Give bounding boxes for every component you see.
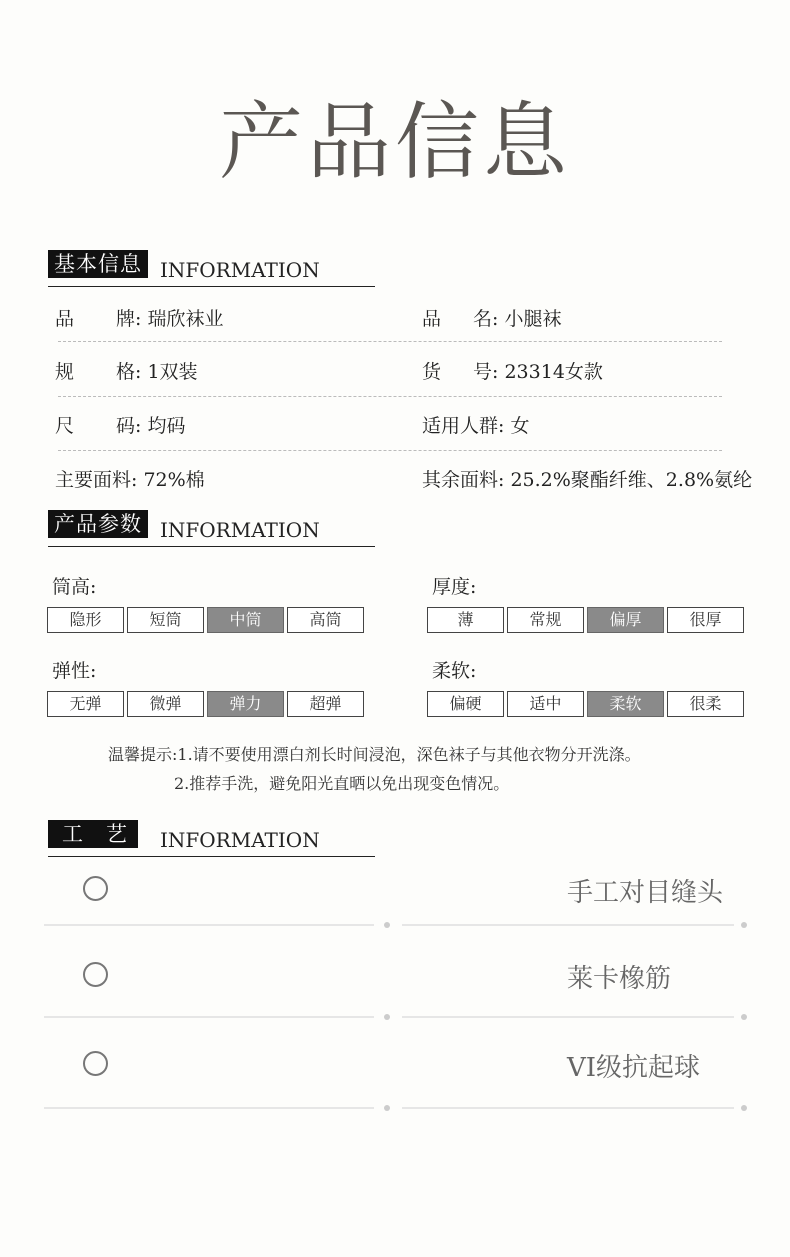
divider-dot-icon <box>384 1105 390 1111</box>
craft-divider <box>402 1016 734 1018</box>
craft-divider <box>44 1107 374 1109</box>
spec-value: 1双装 <box>147 361 198 383</box>
size-value: 均码 <box>147 415 186 437</box>
craft-divider <box>44 924 374 926</box>
circle-bullet-icon <box>83 876 108 901</box>
craft-item-3: VI级抗起球 <box>567 1053 701 1083</box>
params-header <box>48 510 375 547</box>
page-title: 产品信息 <box>218 93 571 191</box>
params-en: INFORMATION <box>160 518 320 542</box>
param-option: 很厚 <box>667 607 744 633</box>
size-field <box>55 411 185 438</box>
item-value: 23314女款 <box>504 361 603 383</box>
craft-en: INFORMATION <box>160 828 320 852</box>
spec-key: 规 <box>55 361 75 383</box>
param-option: 高筒 <box>287 607 364 633</box>
spec-field <box>55 357 198 384</box>
basic-info-tag: 基本信息 <box>48 250 148 278</box>
name-key-2: 名: <box>473 308 499 330</box>
param-option: 中筒 <box>207 607 284 633</box>
basic-info-header <box>48 250 375 287</box>
param-option: 隐形 <box>47 607 124 633</box>
basic-info-en: INFORMATION <box>160 258 320 282</box>
spec-key-2: 格: <box>116 361 142 383</box>
item-key-2: 号: <box>473 361 499 383</box>
param-label-height: 筒高: <box>52 576 97 598</box>
param-option: 柔软 <box>587 691 664 717</box>
param-option: 超弹 <box>287 691 364 717</box>
size-key: 尺 <box>55 415 75 437</box>
divider-dot-icon <box>741 1014 747 1020</box>
craft-divider <box>402 924 734 926</box>
crowd-field <box>422 411 529 438</box>
brand-key-2: 牌: <box>116 308 142 330</box>
crowd-value: 女 <box>510 415 530 437</box>
craft-item-2: 莱卡橡筋 <box>567 964 672 994</box>
param-option: 弹力 <box>207 691 284 717</box>
param-option: 适中 <box>507 691 584 717</box>
param-label-softness: 柔软: <box>432 660 477 682</box>
param-label-thickness: 厚度: <box>432 576 477 598</box>
craft-header <box>48 820 375 857</box>
param-option: 偏硬 <box>427 691 504 717</box>
care-tip-2: 2.推荐手洗，避免阳光直晒以免出现变色情况。 <box>174 774 510 793</box>
main-fabric-field <box>55 465 205 492</box>
other-fabric-field <box>422 465 752 492</box>
divider-dot-icon <box>741 922 747 928</box>
param-label-elasticity: 弹性: <box>52 660 97 682</box>
brand-key: 品 <box>55 308 75 330</box>
param-options-elasticity <box>47 691 364 717</box>
param-option: 很柔 <box>667 691 744 717</box>
circle-bullet-icon <box>83 1051 108 1076</box>
main-fabric-key: 主要面料: <box>55 469 138 491</box>
divider-dot-icon <box>741 1105 747 1111</box>
item-key: 货 <box>422 361 442 383</box>
param-option: 无弹 <box>47 691 124 717</box>
other-fabric-value: 25.2%聚酯纤维、2.8%氨纶 <box>510 469 753 491</box>
param-options-height <box>47 607 364 633</box>
craft-item-1: 手工对目缝头 <box>567 878 724 908</box>
row-divider <box>58 341 722 342</box>
crowd-key: 适用人群: <box>422 415 505 437</box>
row-divider <box>58 450 722 451</box>
param-option: 常规 <box>507 607 584 633</box>
craft-tag: 工 艺 <box>48 820 138 848</box>
care-tip-1: 温馨提示:1.请不要使用漂白剂长时间浸泡，深色袜子与其他衣物分开洗涤。 <box>108 745 641 764</box>
item-number-field <box>422 357 603 384</box>
param-option: 微弹 <box>127 691 204 717</box>
craft-divider <box>402 1107 734 1109</box>
name-key: 品 <box>422 308 442 330</box>
param-option: 薄 <box>427 607 504 633</box>
row-divider <box>58 396 722 397</box>
main-fabric-value: 72%棉 <box>143 469 205 491</box>
divider-dot-icon <box>384 922 390 928</box>
brand-value: 瑞欣袜业 <box>147 308 224 330</box>
other-fabric-key: 其余面料: <box>422 469 505 491</box>
size-key-2: 码: <box>116 415 142 437</box>
name-field <box>422 304 561 331</box>
param-options-softness <box>427 691 744 717</box>
param-option: 短筒 <box>127 607 204 633</box>
brand-field <box>55 304 223 331</box>
circle-bullet-icon <box>83 962 108 987</box>
param-options-thickness <box>427 607 744 633</box>
divider-dot-icon <box>384 1014 390 1020</box>
params-tag: 产品参数 <box>48 510 148 538</box>
craft-divider <box>44 1016 374 1018</box>
name-value: 小腿袜 <box>504 308 562 330</box>
param-option: 偏厚 <box>587 607 664 633</box>
